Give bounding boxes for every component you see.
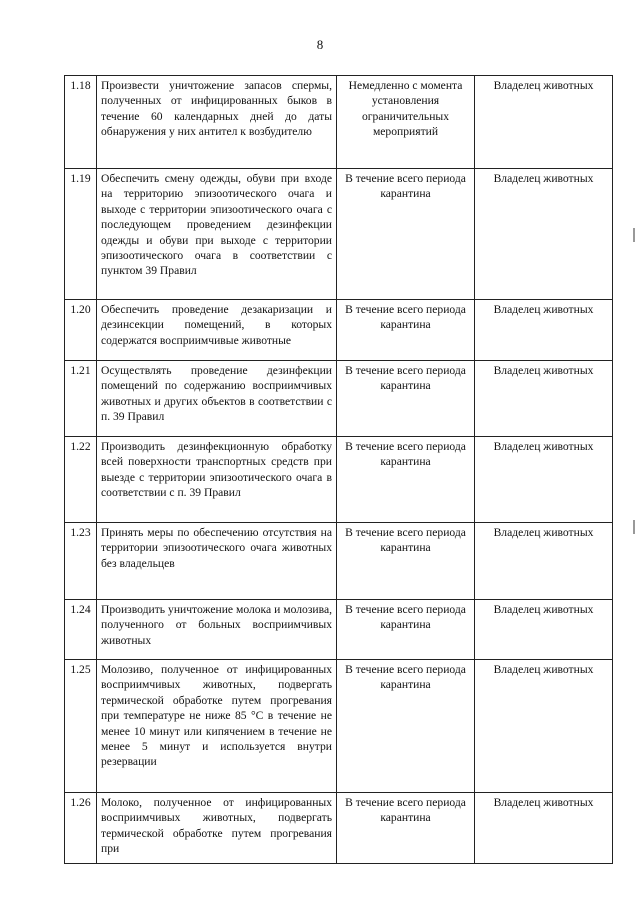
responsible-text: Владелец животных xyxy=(475,300,613,361)
table-row xyxy=(65,361,613,437)
item-number: 1.26 xyxy=(65,793,97,864)
table-row xyxy=(65,437,613,523)
term-text: В течение всего периода карантина xyxy=(337,793,475,864)
term-text: Немедленно с момента установления ограничительных мероприятий xyxy=(337,76,475,169)
item-number: 1.21 xyxy=(65,361,97,437)
action-text: Произвести уничтожение запасов спермы, полученных от инфицированных быков в течение 60 календарных дней до даты обнаружения у них антител к возбудителю xyxy=(97,76,337,169)
responsible-text: Владелец животных xyxy=(475,600,613,660)
table-row xyxy=(65,300,613,361)
scan-artifact-mark xyxy=(633,228,635,242)
term-text: В течение всего периода карантина xyxy=(337,523,475,600)
item-number: 1.20 xyxy=(65,300,97,361)
action-text: Обеспечить проведение дезакаризации и дезинсекции помещений, в которых содержатся восприимчивые животные xyxy=(97,300,337,361)
item-number: 1.24 xyxy=(65,600,97,660)
measures-table xyxy=(64,75,613,864)
table-row xyxy=(65,793,613,864)
term-text: В течение всего периода карантина xyxy=(337,437,475,523)
responsible-text: Владелец животных xyxy=(475,523,613,600)
responsible-text: Владелец животных xyxy=(475,169,613,300)
item-number: 1.23 xyxy=(65,523,97,600)
term-text: В течение всего периода карантина xyxy=(337,361,475,437)
page-number: 8 xyxy=(316,37,324,52)
action-text: Молозиво, полученное от инфицированных восприимчивых животных, подвергать термической обработке путем прогревания при температуре не ниже 85 °С в течение не менее 10 минут или кипячением в течение не менее 5 минут и используется внутри резервации xyxy=(97,660,337,793)
action-text: Осуществлять проведение дезинфекции помещений по содержанию восприимчивых животных и других объектов в соответствии с п. 39 Правил xyxy=(97,361,337,437)
table-row xyxy=(65,660,613,793)
term-text: В течение всего периода карантина xyxy=(337,300,475,361)
responsible-text: Владелец животных xyxy=(475,660,613,793)
action-text: Обеспечить смену одежды, обуви при входе на территорию эпизоотического очага и выходе с территории эпизоотического очага с последующем проведением дезинфекции одежды и обуви при выходе с территории эпизоотического очага в соответствии с пунктом 39 Правил xyxy=(97,169,337,300)
term-text: В течение всего периода карантина xyxy=(337,660,475,793)
table-row xyxy=(65,169,613,300)
term-text: В течение всего периода карантина xyxy=(337,600,475,660)
responsible-text: Владелец животных xyxy=(475,793,613,864)
table-row xyxy=(65,600,613,660)
table-row xyxy=(65,523,613,600)
table-row xyxy=(65,76,613,169)
item-number: 1.25 xyxy=(65,660,97,793)
responsible-text: Владелец животных xyxy=(475,76,613,169)
responsible-text: Владелец животных xyxy=(475,361,613,437)
action-text: Молоко, полученное от инфицированных восприимчивых животных, подвергать термической обработке путем прогревания при xyxy=(97,793,337,864)
item-number: 1.18 xyxy=(65,76,97,169)
item-number: 1.19 xyxy=(65,169,97,300)
action-text: Производить уничтожение молока и молозива, полученного от больных восприимчивых животных xyxy=(97,600,337,660)
term-text: В течение всего периода карантина xyxy=(337,169,475,300)
scan-artifact-mark xyxy=(633,520,635,534)
item-number: 1.22 xyxy=(65,437,97,523)
action-text: Принять меры по обеспечению отсутствия на территории эпизоотического очага животных без владельцев xyxy=(97,523,337,600)
action-text: Производить дезинфекционную обработку всей поверхности транспортных средств при выезде с территории эпизоотического очага в соответствии с п. 39 Правил xyxy=(97,437,337,523)
responsible-text: Владелец животных xyxy=(475,437,613,523)
